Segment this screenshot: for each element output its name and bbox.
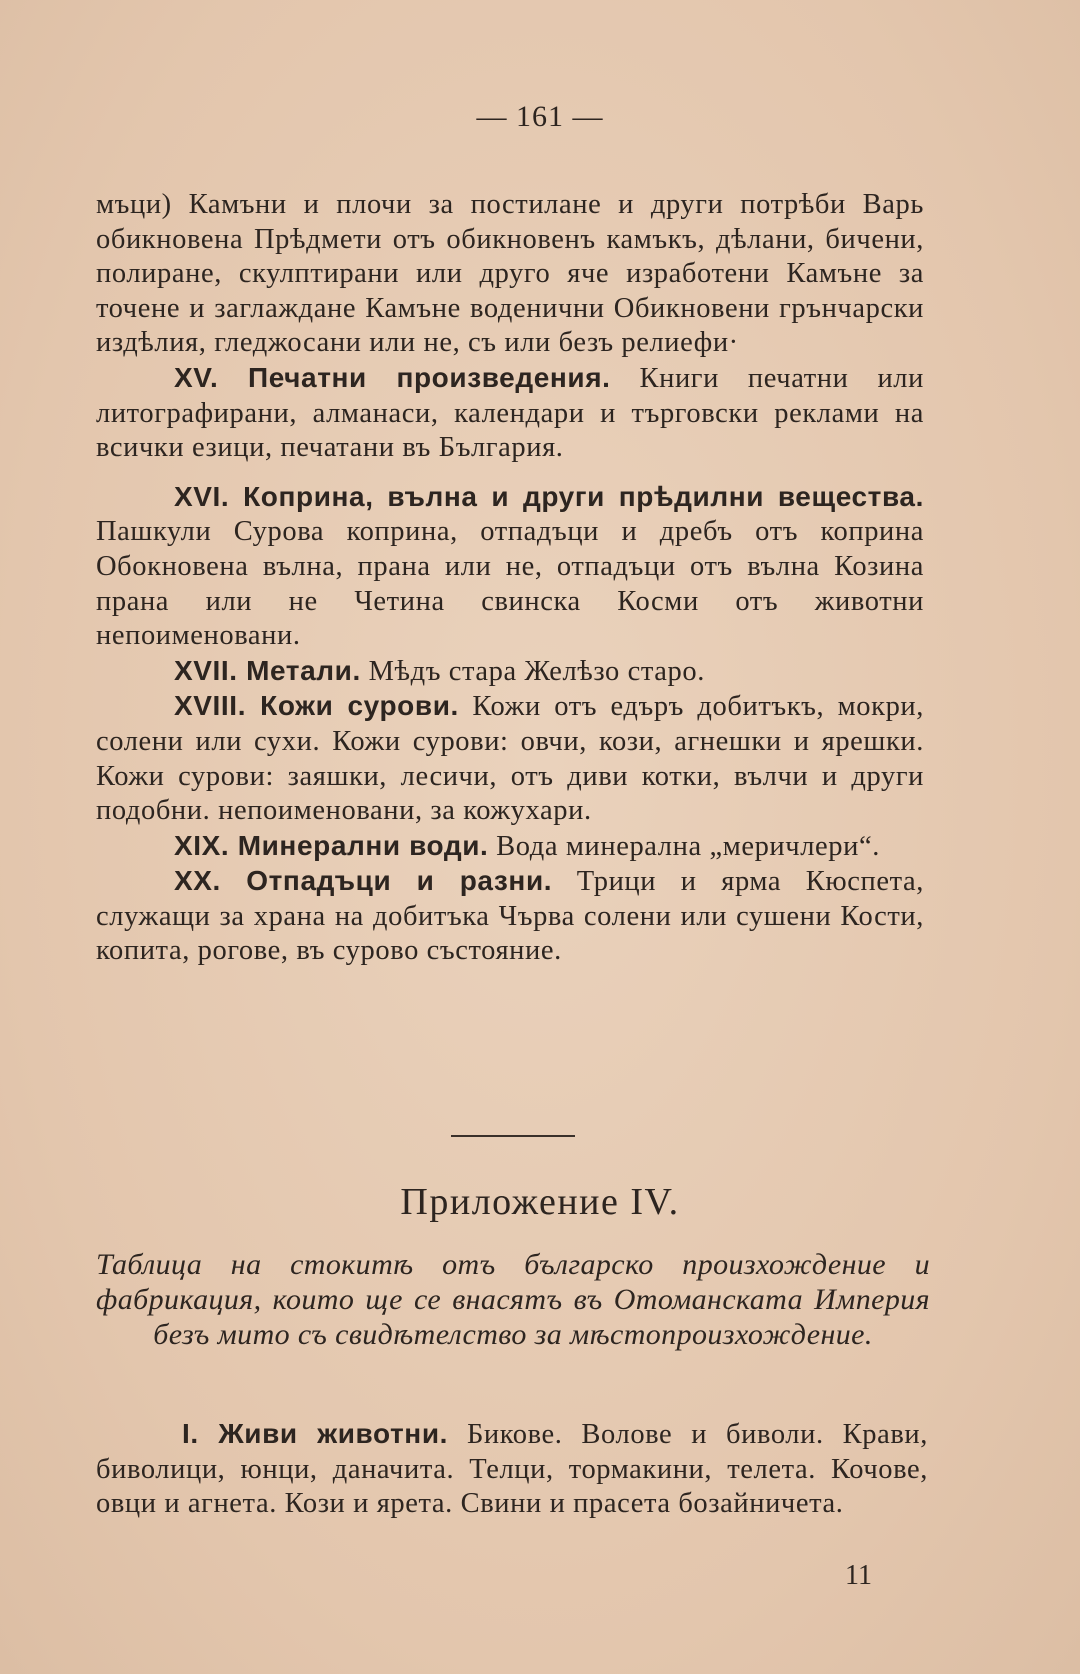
section-heading: XX. Отпадъци и разни. — [174, 865, 553, 897]
section-text: Бикове. Волове и биволи. Крави, биволици, юнци, даначита. Телци, тормакини, телета. Кочове, овци и агнета. Кози и ярета. Свини и прасета бозайничета. — [96, 1419, 928, 1520]
section-heading: XV. Печатни произведения. — [174, 361, 611, 393]
section-heading: I. Живи животни. — [182, 1418, 449, 1449]
section-heading: XVII. Метали. — [174, 654, 361, 686]
section-xv — [96, 361, 924, 466]
section-text: Пашкули Сурова коприна, отпадъци и дребъ отъ коприна Обокновена вълна, прана или не, отпадъци отъ вълна Козина прана или не Четина свинска Косми отъ животни непоименовани. — [96, 516, 924, 652]
section-heading: XVI. Коприна, вълна и други прѣдилни вещества. — [174, 480, 924, 512]
appendix-description: Таблица на стокитѣ отъ българско произхождение и фабрикация, които ще се внасятъ въ Отоманската Империя безъ мито съ свидѣтелство за мѣстопроизхождение. — [96, 1248, 930, 1351]
continuation-paragraph: мъци) Камъни и плочи за постилане и други потрѣби Варь обикновена Прѣдмети отъ обикновенъ камъкъ, дѣлани, бичени, полиране, скулптирани или друго яче изработени Камъне за точене и заглаждане Камъне воденични Обикновени грънчарски издѣлия, гледжосани или не, съ или безъ релиефи· — [96, 189, 924, 359]
section-heading: XIX. Минерални води. — [174, 829, 489, 861]
page-number: — 161 — — [476, 100, 604, 133]
section-text: Вода минерална „меричлери“. — [488, 830, 880, 862]
section-i-paragraph — [96, 1417, 928, 1522]
section-xix — [96, 829, 924, 865]
section-xx — [96, 864, 924, 969]
printer-signature-mark: 11 — [845, 1560, 872, 1591]
section-xvi — [96, 480, 924, 654]
section-xviii — [96, 689, 924, 828]
tariff-text-block — [96, 188, 924, 969]
section-heading: XVIII. Кожи сурови. — [174, 690, 459, 722]
appendix-title: Приложение IV. — [400, 1181, 680, 1223]
section-text: Книги печатни или литографирани, алманаси, календари и търговски реклами на всички езици, печатани въ България. — [96, 362, 924, 464]
section-divider — [451, 1135, 575, 1137]
section-xvii — [96, 654, 924, 690]
appendix-section-i — [96, 1417, 928, 1522]
section-text: Трици и ярма Кюспета, служащи за храна на добитъка Чърва солени или сушени Кости, копита, рогове, въ сурово състояние. — [96, 866, 924, 967]
section-text: Мѣдъ стара Желѣзо старо. — [360, 655, 705, 687]
section-text: Кожи отъ едъръ добитъкъ, мокри, солени или сухи. Кожи сурови: овчи, кози, агнешки и ярешки. Кожи сурови: заяшки, лесичи, отъ диви котки, вълчи и други подобни. непоименовани, за кожухари. — [96, 691, 925, 827]
